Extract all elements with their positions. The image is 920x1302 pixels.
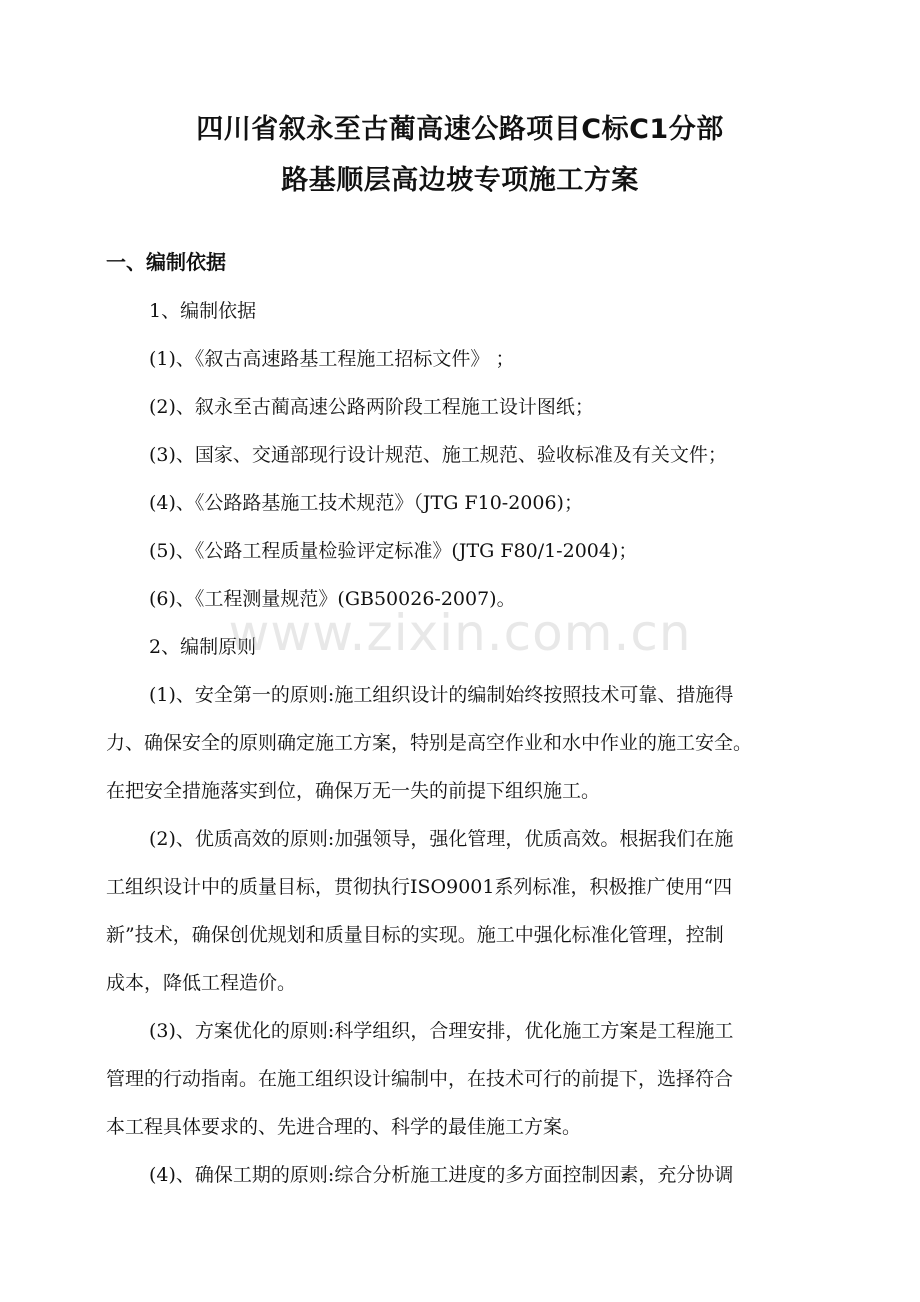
principle-4-line: (4)、确保工期的原则:综合分析施工进度的多方面控制因素，充分协调 [149,1164,734,1186]
basis-item-3: (3)、国家、交通部现行设计规范、施工规范、验收标准及有关文件； [149,444,727,466]
principle-3-line: 本工程具体要求的、先进合理的、科学的最佳施工方案。 [106,1116,582,1138]
document-title-line2: 路基顺层高边坡专项施工方案 [281,165,639,196]
basis-item-2: (2)、叙永至古蔺高速公路两阶段工程施工设计图纸； [149,396,594,418]
subsection-heading-basis: 1、编制依据 [149,300,257,322]
principle-2-line: 工组织设计中的质量目标，贯彻执行ISO9001系列标准，积极推广使用“四 [106,876,733,898]
principle-1-line: (1)、安全第一的原则:施工组织设计的编制始终按照技术可靠、措施得 [149,684,734,706]
principle-1-line: 在把安全措施落实到位，确保万无一失的前提下组织施工。 [106,780,601,802]
subsection-heading-principles: 2、编制原则 [149,636,257,658]
basis-item-6: (6)、《工程测量规范》(GB50026-2007)。 [149,588,516,610]
principle-1-line: 力、确保安全的原则确定施工方案，特别是高空作业和水中作业的施工安全。 [106,732,753,754]
principle-2-line: (2)、优质高效的原则:加强领导，强化管理，优质高效。根据我们在施 [149,828,734,850]
principle-3-line: (3)、方案优化的原则:科学组织，合理安排，优化施工方案是工程施工 [149,1020,734,1042]
principle-3-line: 管理的行动指南。在施工组织设计编制中，在技术可行的前提下，选择符合 [106,1068,734,1090]
basis-item-4: (4)、《公路路基施工技术规范》（JTG F10-2006)； [149,492,583,514]
document-title-line1: 四川省叙永至古蔺高速公路项目C标C1分部 [196,114,724,145]
basis-item-5: (5)、《公路工程质量检验评定标准》(JTG F80/1-2004)； [149,540,638,562]
basis-item-1: (1)、《叙古高速路基工程施工招标文件》 ； [149,348,515,370]
watermark: www.zixin.com.cn [228,604,692,662]
section-heading-basis: 一、编制依据 [106,250,226,274]
principle-2-line: 成本，降低工程造价。 [106,972,297,994]
principle-2-line: 新”技术，确保创优规划和质量目标的实现。施工中强化标准化管理，控制 [106,924,724,946]
